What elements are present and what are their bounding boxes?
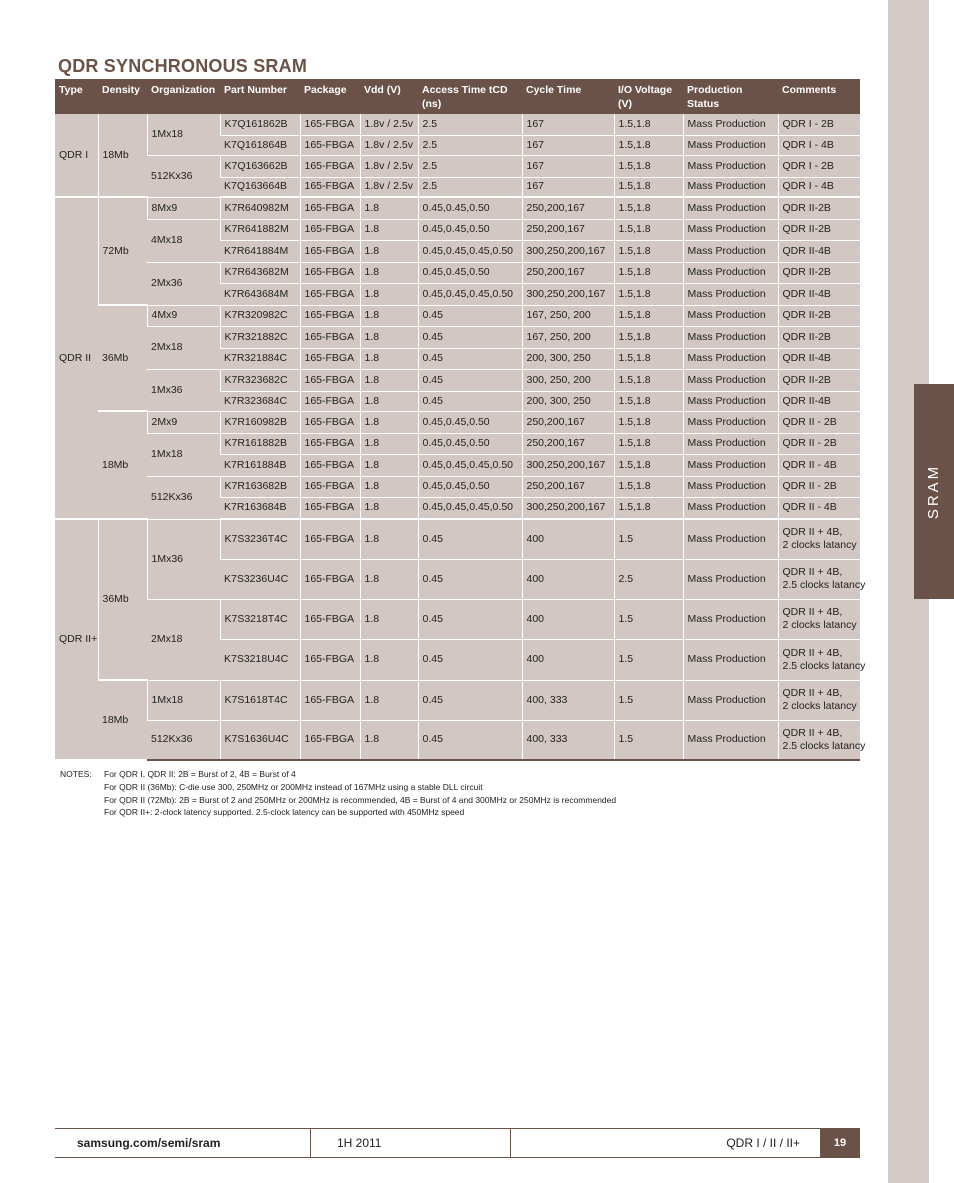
cell-density: 36Mb [98,305,147,411]
comment-line: QDR II + 4B, [782,526,843,539]
cell-production-status: Mass Production [683,639,778,680]
cell-comments [778,348,860,369]
cell-package: 165-FBGA [300,519,360,559]
cell-comments [778,177,860,197]
cell-comments [778,599,860,639]
cell-package: 165-FBGA [300,433,360,454]
cell-part-number: K7Q163664B [220,177,300,197]
cell-access-time: 0.45 [418,599,522,639]
table-row [55,219,860,240]
header-package: Package [300,79,360,114]
cell-comments [778,639,866,680]
cell-access-time: 0.45 [418,720,522,760]
table-row [55,262,860,283]
cell-comments [778,114,860,135]
cell-vdd: 1.8 [360,197,418,219]
header-type: Type [55,79,98,114]
cell-access-time: 0.45 [418,369,522,391]
comment-line: 2.5 clocks latancy [782,659,866,672]
cell-comments [778,283,860,305]
page-footer [55,1128,860,1158]
cell-access-time: 0.45,0.45,0.45,0.50 [418,283,522,305]
table-row [55,720,860,760]
cell-package: 165-FBGA [300,559,360,599]
cell-access-time: 0.45,0.45,0.50 [418,262,522,283]
cell-organization: 8Mx9 [147,197,220,219]
cell-cycle-time: 200, 300, 250 [522,348,614,369]
footer-section: QDR I / II / II+ [726,1136,800,1150]
cell-package: 165-FBGA [300,155,360,177]
cell-cycle-time: 250,200,167 [522,433,614,454]
cell-access-time: 2.5 [418,177,522,197]
cell-part-number: K7R641884M [220,240,300,262]
notes [60,768,616,819]
cell-access-time: 0.45 [418,326,522,348]
cell-part-number: K7Q161864B [220,135,300,155]
cell-production-status: Mass Production [683,680,778,720]
cell-production-status: Mass Production [683,135,778,155]
cell-vdd: 1.8 [360,283,418,305]
cell-comments [778,305,860,326]
cell-type: QDR I [55,114,98,197]
cell-comments [778,219,860,240]
cell-part-number: K7R321884C [220,348,300,369]
comment-line: QDR II-4B [782,352,831,364]
cell-access-time: 0.45,0.45,0.50 [418,411,522,433]
comment-line: QDR I - 2B [782,117,834,130]
cell-comments [778,240,860,262]
footer-url: samsung.com/semi/sram [77,1136,221,1150]
cell-production-status: Mass Production [683,155,778,177]
cell-package: 165-FBGA [300,114,360,135]
cell-io-voltage: 1.5,1.8 [614,326,683,348]
cell-production-status: Mass Production [683,391,778,411]
cell-comments [778,454,860,476]
cell-access-time: 0.45,0.45,0.50 [418,476,522,497]
cell-organization: 512Kx36 [147,476,220,519]
cell-access-time: 2.5 [418,135,522,155]
comment-line: QDR I - 4B [782,180,834,193]
comment-line: 2 clocks latancy [782,700,857,712]
table-row [55,519,860,559]
cell-access-time: 0.45 [418,348,522,369]
note-line: For QDR II (72Mb): 2B = Burst of 2 and 250MHz or 200MHz is recommended, 4B = Burst of 4 and 300MHz or 250MHz is recommended [104,794,617,805]
cell-access-time: 2.5 [418,155,522,177]
cell-access-time: 0.45,0.45,0.50 [418,197,522,219]
cell-cycle-time: 400, 333 [522,720,614,760]
cell-package: 165-FBGA [300,177,360,197]
cell-cycle-time: 167 [522,114,614,135]
cell-vdd: 1.8 [360,639,418,680]
section-tab [914,384,954,599]
cell-production-status: Mass Production [683,219,778,240]
cell-access-time: 0.45 [418,680,522,720]
cell-cycle-time: 167, 250, 200 [522,305,614,326]
comment-line: 2 clocks latancy [782,539,857,552]
cell-package: 165-FBGA [300,599,360,639]
footer-divider [310,1129,311,1157]
footer-divider [510,1129,511,1157]
cell-part-number: K7Q163662B [220,155,300,177]
comment-line: QDR II-2B [782,266,831,278]
cell-vdd: 1.8 [360,433,418,454]
note-line: For QDR II (36Mb): C-die use 300, 250MHz or 200MHz instead of 167MHz using a stable DLL circuit [104,781,483,792]
cell-production-status: Mass Production [683,599,778,639]
cell-part-number: K7R641882M [220,219,300,240]
cell-production-status: Mass Production [683,476,778,497]
cell-package: 165-FBGA [300,476,360,497]
cell-part-number: K7R161882B [220,433,300,454]
cell-production-status: Mass Production [683,559,778,599]
cell-comments [778,262,860,283]
comment-line: QDR II-4B [782,287,831,300]
header-part-number: Part Number [220,79,300,114]
cell-io-voltage: 1.5,1.8 [614,283,683,305]
cell-io-voltage: 1.5,1.8 [614,454,683,476]
cell-part-number: K7R321882C [220,326,300,348]
cell-production-status: Mass Production [683,177,778,197]
cell-vdd: 1.8v / 2.5v [360,114,418,135]
cell-io-voltage: 1.5,1.8 [614,219,683,240]
sram-table [55,79,866,761]
header-organization: Organization [147,79,220,114]
table-row [55,411,860,433]
cell-comments [778,411,860,433]
cell-production-status: Mass Production [683,197,778,219]
page-number: 19 [820,1129,860,1157]
cell-vdd: 1.8v / 2.5v [360,135,418,155]
cell-access-time: 0.45,0.45,0.45,0.50 [418,240,522,262]
comment-line: QDR II-4B [782,394,831,407]
cell-io-voltage: 1.5,1.8 [614,114,683,135]
cell-access-time: 0.45 [418,519,522,559]
comment-line: QDR II-2B [782,223,831,235]
cell-part-number: K7S3236U4C [220,559,300,599]
header-comments: Comments [778,79,860,114]
cell-comments [778,559,866,599]
cell-cycle-time: 400 [522,639,614,680]
cell-package: 165-FBGA [300,411,360,433]
cell-cycle-time: 200, 300, 250 [522,391,614,411]
cell-density: 72Mb [98,197,147,305]
cell-io-voltage: 1.5 [614,519,683,559]
comment-line: QDR II - 2B [782,480,837,492]
note-line: For QDR II+: 2-clock latency supported. 2.5-clock latency can be supported with 450MHz speed [104,807,465,818]
cell-access-time: 0.45 [418,305,522,326]
cell-cycle-time: 300, 250, 200 [522,369,614,391]
cell-package: 165-FBGA [300,391,360,411]
comment-line: QDR I - 4B [782,138,834,151]
cell-comments [778,680,860,720]
cell-io-voltage: 1.5,1.8 [614,177,683,197]
comment-line: QDR II-2B [782,309,831,321]
cell-part-number: K7S3218T4C [220,599,300,639]
cell-cycle-time: 300,250,200,167 [522,454,614,476]
cell-cycle-time: 250,200,167 [522,197,614,219]
table-row [55,476,860,497]
comment-line: QDR II - 4B [782,501,837,514]
cell-comments [778,135,860,155]
header-access-time: Access Time tCD (ns) [418,79,522,114]
footer-date: 1H 2011 [337,1136,382,1150]
cell-cycle-time: 400 [522,519,614,559]
cell-part-number: K7S1618T4C [220,680,300,720]
cell-vdd: 1.8 [360,720,418,760]
comment-line: 2.5 clocks latancy [782,579,866,591]
cell-io-voltage: 1.5 [614,639,683,680]
cell-comments [778,497,860,519]
cell-vdd: 1.8 [360,559,418,599]
cell-part-number: K7R163684B [220,497,300,519]
cell-part-number: K7R320982C [220,305,300,326]
cell-part-number: K7S3236T4C [220,519,300,559]
cell-type: QDR II [55,197,98,519]
cell-organization: 1Mx18 [147,680,220,720]
table-row [55,155,860,177]
cell-io-voltage: 1.5 [614,720,683,760]
header-cycle-time: Cycle Time [522,79,614,114]
cell-comments [778,326,860,348]
cell-part-number: K7S1636U4C [220,720,300,760]
cell-package: 165-FBGA [300,135,360,155]
cell-production-status: Mass Production [683,114,778,135]
cell-cycle-time: 250,200,167 [522,411,614,433]
cell-package: 165-FBGA [300,680,360,720]
cell-production-status: Mass Production [683,720,778,760]
cell-io-voltage: 1.5,1.8 [614,433,683,454]
cell-density: 18Mb [98,411,147,519]
cell-organization: 4Mx9 [147,305,220,326]
cell-cycle-time: 250,200,167 [522,262,614,283]
cell-organization: 4Mx18 [147,219,220,262]
comment-line: QDR II + 4B, [782,687,843,699]
cell-cycle-time: 167, 250, 200 [522,326,614,348]
comment-line: QDR II - 2B [782,415,837,428]
cell-comments [778,155,860,177]
cell-cycle-time: 400 [522,559,614,599]
cell-production-status: Mass Production [683,454,778,476]
cell-part-number: K7Q161862B [220,114,300,135]
cell-io-voltage: 1.5,1.8 [614,262,683,283]
cell-vdd: 1.8v / 2.5v [360,155,418,177]
section-tab-label: SRAM [925,463,943,520]
cell-comments [778,720,866,760]
cell-package: 165-FBGA [300,240,360,262]
cell-vdd: 1.8 [360,240,418,262]
cell-comments [778,369,860,391]
comment-line: QDR II + 4B, [782,726,843,739]
cell-package: 165-FBGA [300,326,360,348]
header-vdd: Vdd (V) [360,79,418,114]
cell-access-time: 0.45,0.45,0.45,0.50 [418,454,522,476]
cell-io-voltage: 1.5,1.8 [614,197,683,219]
page-title: QDR SYNCHRONOUS SRAM [58,56,308,76]
cell-io-voltage: 1.5,1.8 [614,135,683,155]
cell-production-status: Mass Production [683,348,778,369]
header-io-voltage: I/O Voltage (V) [614,79,683,114]
cell-access-time: 0.45 [418,559,522,599]
cell-access-time: 0.45 [418,391,522,411]
cell-organization: 2Mx9 [147,411,220,433]
cell-package: 165-FBGA [300,348,360,369]
cell-package: 165-FBGA [300,219,360,240]
cell-access-time: 0.45,0.45,0.50 [418,433,522,454]
cell-package: 165-FBGA [300,262,360,283]
cell-part-number: K7R323682C [220,369,300,391]
table-row [55,433,860,454]
comment-line: QDR II + 4B, [782,646,843,659]
cell-comments [778,519,860,559]
cell-comments [778,433,860,454]
cell-io-voltage: 1.5,1.8 [614,497,683,519]
cell-production-status: Mass Production [683,369,778,391]
cell-vdd: 1.8 [360,219,418,240]
table-row [55,197,860,219]
cell-package: 165-FBGA [300,639,360,680]
cell-io-voltage: 1.5 [614,599,683,639]
table-row [55,680,860,720]
cell-package: 165-FBGA [300,454,360,476]
cell-cycle-time: 400, 333 [522,680,614,720]
cell-vdd: 1.8 [360,326,418,348]
cell-production-status: Mass Production [683,283,778,305]
cell-cycle-time: 300,250,200,167 [522,283,614,305]
cell-comments [778,197,860,219]
comment-line: QDR II + 4B, [782,566,843,578]
cell-io-voltage: 2.5 [614,559,683,599]
cell-organization: 2Mx18 [147,599,220,680]
notes-label: NOTES: [60,769,92,779]
comment-line: 2 clocks latancy [782,619,857,631]
cell-io-voltage: 1.5,1.8 [614,348,683,369]
cell-cycle-time: 167 [522,177,614,197]
cell-comments [778,476,860,497]
cell-part-number: K7R643684M [220,283,300,305]
cell-cycle-time: 167 [522,155,614,177]
cell-io-voltage: 1.5,1.8 [614,369,683,391]
cell-access-time: 0.45,0.45,0.50 [418,219,522,240]
cell-part-number: K7S3218U4C [220,639,300,680]
cell-cycle-time: 250,200,167 [522,476,614,497]
cell-vdd: 1.8 [360,519,418,559]
cell-organization: 2Mx18 [147,326,220,369]
comment-line: QDR II-2B [782,373,831,386]
comment-line: QDR II-4B [782,244,831,257]
cell-organization: 512Kx36 [147,720,220,760]
cell-production-status: Mass Production [683,433,778,454]
note-line: For QDR I, QDR II: 2B = Burst of 2, 4B = Burst of 4 [104,769,296,779]
cell-package: 165-FBGA [300,720,360,760]
cell-vdd: 1.8 [360,348,418,369]
cell-type: QDR II+ [55,519,98,760]
cell-cycle-time: 300,250,200,167 [522,497,614,519]
cell-density: 36Mb [98,519,147,680]
cell-io-voltage: 1.5,1.8 [614,155,683,177]
cell-part-number: K7R323684C [220,391,300,411]
cell-part-number: K7R161884B [220,454,300,476]
cell-access-time: 0.45 [418,639,522,680]
cell-organization: 1Mx18 [147,114,220,155]
cell-io-voltage: 1.5,1.8 [614,305,683,326]
comment-line: QDR II-2B [782,201,831,214]
cell-vdd: 1.8v / 2.5v [360,177,418,197]
table-row [55,114,860,135]
cell-package: 165-FBGA [300,369,360,391]
table-row [55,599,860,639]
cell-access-time: 0.45,0.45,0.45,0.50 [418,497,522,519]
comment-line: 2.5 clocks latancy [782,739,866,752]
cell-package: 165-FBGA [300,305,360,326]
cell-vdd: 1.8 [360,411,418,433]
cell-part-number: K7R160982B [220,411,300,433]
cell-cycle-time: 167 [522,135,614,155]
cell-organization: 1Mx18 [147,433,220,476]
cell-vdd: 1.8 [360,680,418,720]
cell-vdd: 1.8 [360,454,418,476]
cell-organization: 1Mx36 [147,369,220,411]
cell-part-number: K7R163682B [220,476,300,497]
comment-line: QDR II + 4B, [782,606,843,618]
cell-part-number: K7R640982M [220,197,300,219]
cell-vdd: 1.8 [360,262,418,283]
cell-organization: 512Kx36 [147,155,220,197]
cell-vdd: 1.8 [360,391,418,411]
cell-production-status: Mass Production [683,240,778,262]
cell-production-status: Mass Production [683,326,778,348]
cell-vdd: 1.8 [360,599,418,639]
cell-vdd: 1.8 [360,476,418,497]
cell-vdd: 1.8 [360,305,418,326]
cell-part-number: K7R643682M [220,262,300,283]
cell-comments [778,391,860,411]
cell-cycle-time: 400 [522,599,614,639]
comment-line: QDR II - 2B [782,437,837,449]
cell-production-status: Mass Production [683,519,778,559]
cell-production-status: Mass Production [683,497,778,519]
cell-access-time: 2.5 [418,114,522,135]
cell-io-voltage: 1.5,1.8 [614,411,683,433]
cell-production-status: Mass Production [683,411,778,433]
table-row [55,305,860,326]
cell-production-status: Mass Production [683,305,778,326]
cell-package: 165-FBGA [300,497,360,519]
table-row [55,326,860,348]
cell-io-voltage: 1.5,1.8 [614,240,683,262]
cell-io-voltage: 1.5,1.8 [614,391,683,411]
cell-vdd: 1.8 [360,497,418,519]
cell-cycle-time: 300,250,200,167 [522,240,614,262]
cell-io-voltage: 1.5 [614,680,683,720]
cell-density: 18Mb [98,114,147,197]
cell-package: 165-FBGA [300,283,360,305]
cell-organization: 1Mx36 [147,519,220,599]
table-header-row [55,79,860,114]
comment-line: QDR II - 4B [782,458,837,471]
header-density: Density [98,79,147,114]
comment-line: QDR II-2B [782,330,831,343]
header-production-status: Production Status [683,79,778,114]
cell-vdd: 1.8 [360,369,418,391]
cell-io-voltage: 1.5,1.8 [614,476,683,497]
cell-density: 18Mb [98,680,147,760]
comment-line: QDR I - 2B [782,159,834,172]
cell-package: 165-FBGA [300,197,360,219]
table-row [55,369,860,391]
cell-cycle-time: 250,200,167 [522,219,614,240]
cell-production-status: Mass Production [683,262,778,283]
cell-organization: 2Mx36 [147,262,220,305]
